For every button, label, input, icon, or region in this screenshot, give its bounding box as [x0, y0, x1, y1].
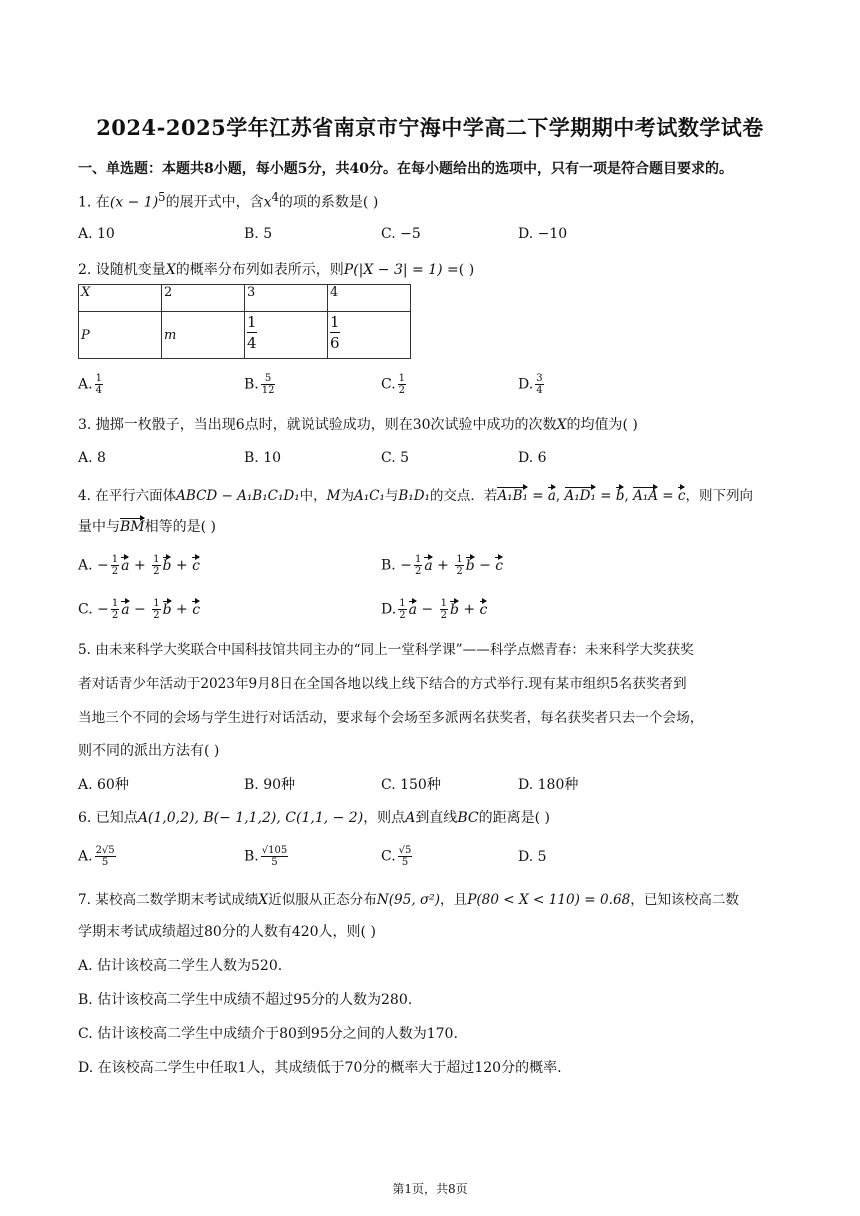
q5-option-a: A. 60种: [78, 777, 129, 793]
q7-option-d: D. 在该校高二学生中任取1人，其成绩低于70分的概率大于超过120分的概率.: [78, 1060, 562, 1076]
q7-option-b: B. 估计该校高二学生中成绩不超过95分的人数为280.: [78, 992, 413, 1008]
q1-expr: (x − 1): [109, 194, 159, 211]
q7-option-c: C. 估计该校高二学生中成绩介于80到95分之间的人数为170.: [78, 1026, 458, 1042]
table-cell: 3: [245, 285, 328, 312]
q2-text-c: ( ): [458, 262, 475, 278]
q7-option-a: A. 估计该校高二学生人数为520.: [78, 958, 283, 974]
q1-var-exp: 4: [271, 190, 279, 204]
question-5-line-3: 当地三个不同的会场与学生进行对话活动，要求每个会场至多派两名获奖者，每名获奖者只去一个会场，: [78, 710, 704, 726]
q1-text-a: 1. 在: [78, 194, 110, 211]
table-cell: 2: [162, 285, 245, 312]
q2-var: X: [165, 262, 176, 278]
table-cell: [328, 312, 411, 359]
page-title: 2024-2025学年江苏省南京市宁海中学高二下学期期中考试数学试卷: [96, 115, 764, 140]
fraction: $\frac{1}{4}$: [247, 313, 257, 352]
q1-option-c: C. −5: [381, 226, 421, 242]
question-4-stem: 4. 在平行六面体ABCD − A₁B₁C₁D₁中，M为A₁C₁与B₁D₁的交点．若A₁B₁ = a, A₁D₁ = b, A₁A = c，则下列向: [78, 488, 753, 504]
q5-option-d: D. 180种: [518, 777, 579, 793]
q6-option-a: A. $\frac{2√5}{5}$: [78, 845, 115, 868]
q1-option-d: D. −10: [518, 226, 568, 242]
q5-option-b: B. 90种: [244, 777, 296, 793]
q2-option-c: C. $\frac{1}{2}$: [381, 373, 406, 396]
section-heading: 一、单选题：本题共8小题，每小题5分，共40分。在每小题给出的选项中，只有一项是符合题目要求的。: [78, 161, 733, 177]
q2-text-a: 2. 设随机变量: [78, 262, 166, 278]
q2-option-d: D. $\frac{3}{4}$: [518, 373, 543, 396]
q1-exp: 5: [158, 190, 166, 204]
question-7-stem: 7. 某校高二数学期末考试成绩X近似服从正态分布N(95, σ²)，且P(80 < X < 110) = 0.68，已知该校高二数: [78, 892, 740, 908]
q4-option-d: D. $\frac{1}{2}$ a − $\frac{1}{2}$ b + c: [381, 598, 488, 621]
q3-option-c: C. 5: [381, 450, 410, 466]
question-4-stem-line-2: 量中与BM相等的是( ): [78, 519, 216, 535]
question-7-stem-line-2: 学期末考试成绩超过80分的人数有420人，则( ): [78, 924, 376, 940]
q1-option-b: B. 5: [244, 226, 273, 242]
q3-option-a: A. 8: [78, 450, 106, 466]
q6-option-d: D. 5: [518, 849, 547, 865]
table-cell: m: [162, 312, 245, 359]
table-cell: [245, 312, 328, 359]
q4-option-c: C. − $\frac{1}{2}$ a − $\frac{1}{2}$ b + c: [78, 598, 201, 621]
table-row: [79, 312, 411, 359]
table-row: [79, 285, 411, 312]
q1-text-c: 的项的系数是( ): [278, 194, 379, 211]
q1-option-a: A. 10: [78, 226, 115, 242]
fraction: $\frac{1}{6}$: [330, 313, 340, 352]
question-5-line-1: 5. 由未来科学大奖联合中国科技馆共同主办的“同上一堂科学课”——科学点燃青春：未来科学大奖获奖: [78, 642, 694, 658]
question-1-stem: [78, 190, 378, 212]
q3-option-b: B. 10: [244, 450, 282, 466]
table-cell: 4: [328, 285, 411, 312]
question-5-line-2: 者对话青少年活动于2023年9月8日在全国各地以线上线下结合的方式举行.现有某市组织5名获奖者到: [78, 676, 687, 692]
question-3-stem: 3. 抛掷一枚骰子，当出现6点时，就说试验成功，则在30次试验中成功的次数X的均值为( ): [78, 417, 638, 433]
question-6-stem: 6. 已知点A(1,0,2), B(− 1,1,2), C(1,1, − 2)，则点A到直线BC的距离是( ): [78, 810, 550, 826]
q6-option-c: C. $\frac{√5}{5}$: [381, 845, 412, 868]
question-2-stem: [78, 259, 474, 279]
q4-option-a: A. − $\frac{1}{2}$ a + $\frac{1}{2}$ b + c: [78, 554, 200, 577]
q2-option-b: B. $\frac{5}{12}$: [244, 373, 275, 396]
q2-expr: P(|X − 3| = 1) =: [343, 262, 459, 278]
question-5-line-4: 则不同的派出方法有( ): [78, 743, 220, 759]
q4-option-b: B. − $\frac{1}{2}$ a + $\frac{1}{2}$ b − c: [381, 554, 504, 577]
q3-option-d: D. 6: [518, 450, 547, 466]
q6-option-b: B. $\frac{√105}{5}$: [244, 845, 288, 868]
probability-table: [78, 284, 411, 359]
q2-option-a: A. $\frac{1}{4}$: [78, 373, 102, 396]
page-footer: 第1页，共8页: [392, 1182, 468, 1196]
table-cell: P: [79, 312, 162, 359]
q2-text-b: 的概率分布列如表所示，则: [175, 262, 344, 278]
table-cell: X: [79, 285, 162, 312]
q5-option-c: C. 150种: [381, 777, 441, 793]
q1-var: x: [263, 194, 272, 211]
q1-text-b: 的展开式中，含: [165, 194, 264, 211]
